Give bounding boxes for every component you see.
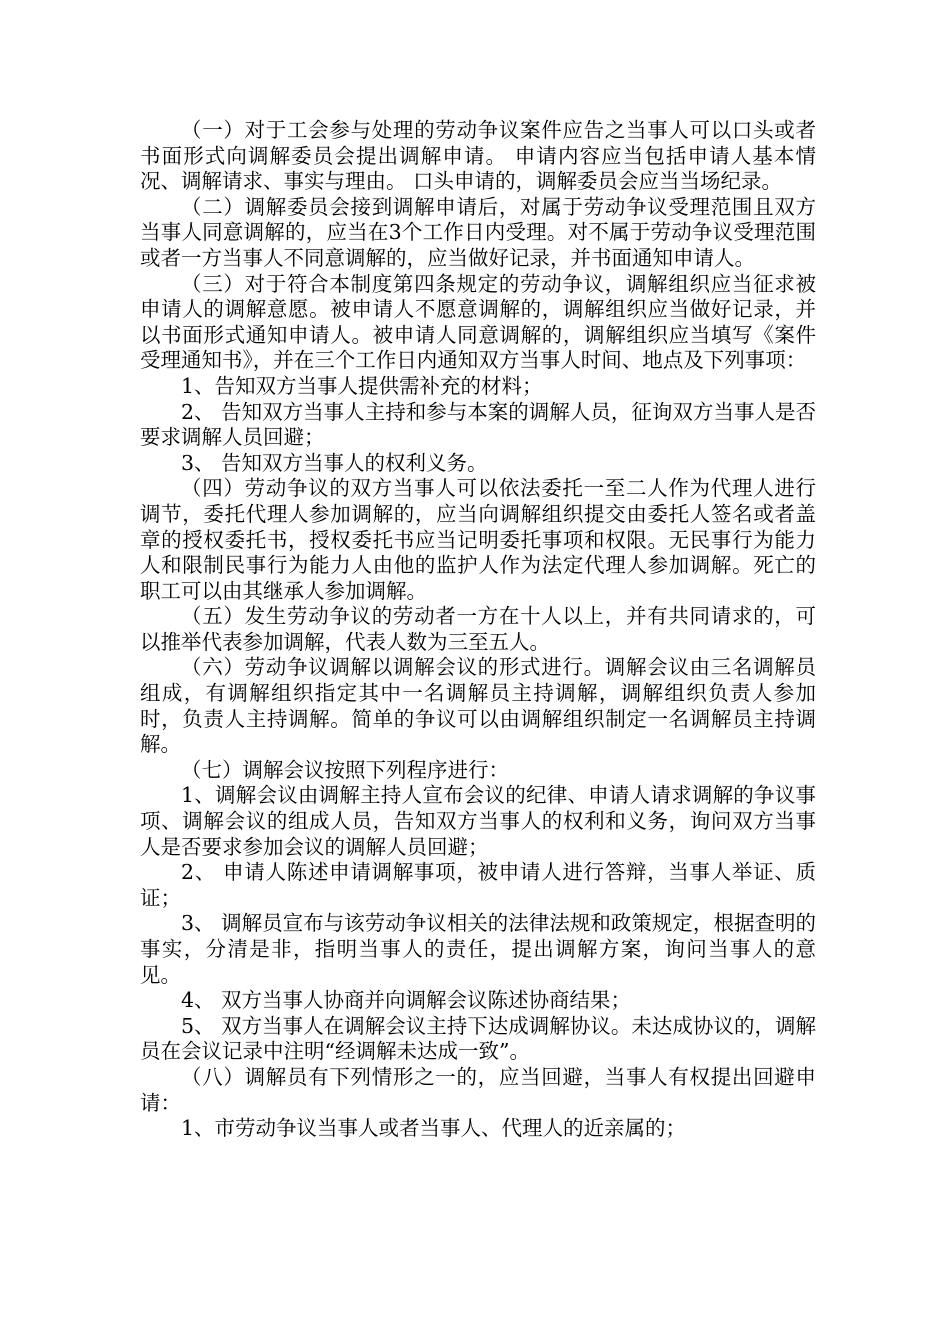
list-item-notify-rights: 3、 告知双方当事人的权利义务。 <box>181 450 488 475</box>
paragraph-7: （七）调解会议按照下列程序进行： <box>181 757 509 782</box>
list-item-procedure-2: 2、 申请人陈述申请调解事项，被申请人进行答辩，当事人举证、质证； <box>140 860 816 910</box>
paragraph-8: （八）调解员有下列情形之一的，应当回避，当事人有权提出回避申请： <box>140 1064 816 1115</box>
paragraph-1: （一）对于工会参与处理的劳动争议案件应告之当事人可以口头或者书面形式向调解委员会提出调解申请。 申请内容应当包括申请人基本情况、调解请求、事实与理由。 口头申请的，调解委员会应当当场纪录。 <box>140 118 816 194</box>
list-item-procedure-3: 3、 调解员宣布与该劳动争议相关的法律法规和政策规定，根据查明的事实，分清是非，指明当事人的责任，提出调解方案，询问当事人的意见。 <box>140 911 816 987</box>
paragraph-6: （六）劳动争议调解以调解会议的形式进行。调解会议由三名调解员组成，有调解组织指定其中一名调解员主持调解，调解组织负责人参加时，负责人主持调解。简单的争议可以由调解组织制定一名调解员主持调解。 <box>140 655 816 757</box>
paragraph-5: （五）发生劳动争议的劳动者一方在十人以上，并有共同请求的，可以推举代表参加调解，代表人数为三至五人。 <box>140 604 816 654</box>
paragraph-4: （四）劳动争议的双方当事人可以依法委托一至二人作为代理人进行调节，委托代理人参加调解的，应当向调解组织提交由委托人签名或者盖章的授权委托书，授权委托书应当记明委托事项和权限。无民事行为能力人和限制民事行为能力人由他的监护人作为法定代理人参加调解。死亡的职工可以由其继承人参加调解。 <box>140 476 816 603</box>
paragraph-3: （三）对于符合本制度第四条规定的劳动争议，调解组织应当征求被申请人的调解意愿。被申请人不愿意调解的，调解组织应当做好记录，并以书面形式通知申请人。被申请人同意调解的，调解组织应当填写《案件受理通知书》，并在三个工作日内通知双方当事人时间、地点及下列事项： <box>140 271 816 373</box>
list-item-procedure-4: 4、 双方当事人协商并向调解会议陈述协商结果； <box>181 988 632 1013</box>
list-item-notify-mediators: 2、 告知双方当事人主持和参与本案的调解人员，征询双方当事人是否要求调解人员回避； <box>140 399 816 450</box>
list-item-recusal-1: 1、市劳动争议当事人或者当事人、代理人的近亲属的； <box>181 1116 687 1141</box>
list-item-notify-materials: 1、告知双方当事人提供需补充的材料； <box>181 373 543 398</box>
paragraph-2: （二）调解委员会接到调解申请后，对属于劳动争议受理范围且双方当事人同意调解的，应当在3个工作日内受理。对不属于劳动争议受理范围或者一方当事人不同意调解的，应当做好记录，并书面通知申请人。 <box>140 194 816 270</box>
document-body <box>140 118 816 1142</box>
list-item-procedure-1: 1、调解会议由调解主持人宣布会议的纪律、申请人请求调解的争议事项、调解会议的组成人员，告知双方当事人的权利和义务，询问双方当事人是否要求参加会议的调解人员回避； <box>140 783 816 859</box>
list-item-procedure-5: 5、 双方当事人在调解会议主持下达成调解协议。未达成协议的，调解员在会议记录中注明“经调解未达成一致”。 <box>140 1013 816 1064</box>
